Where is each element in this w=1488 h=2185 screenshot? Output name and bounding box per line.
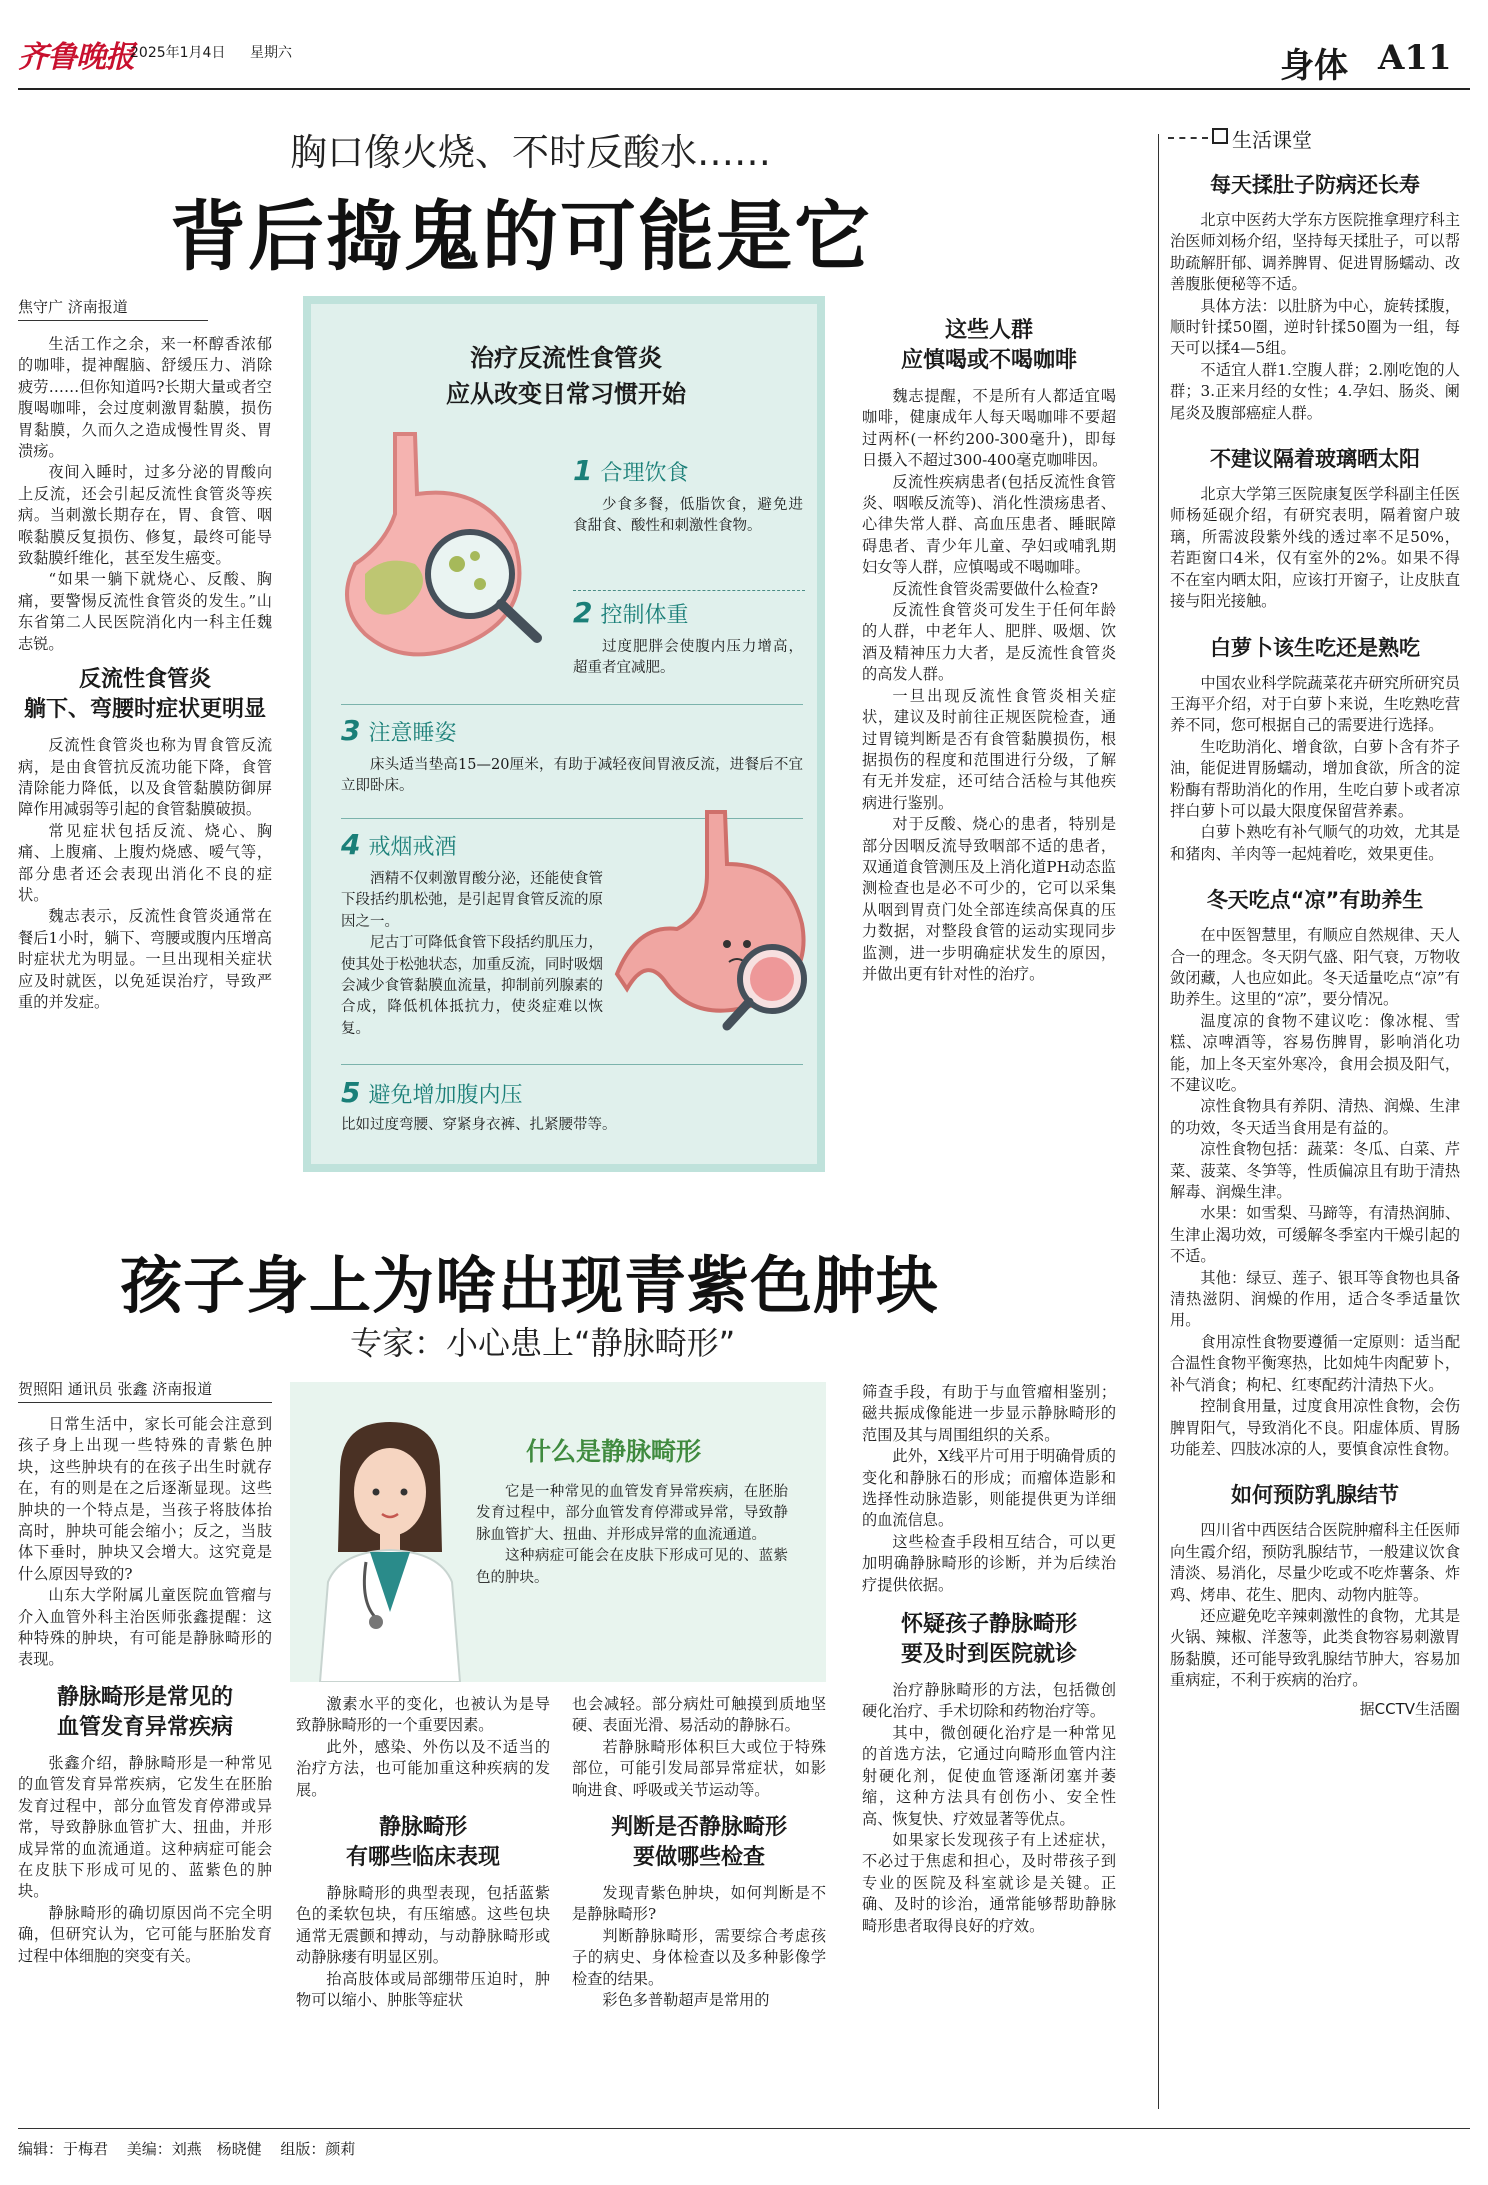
sidebar-section-title: 白萝卜该生吃还是熟吃 (1210, 635, 1420, 660)
sidebar-section-belly (1170, 168, 1460, 424)
paragraph: 不适宜人群1.空腹人群；2.刚吃饱的人群；3.正来月经的女性；4.孕妇、肠炎、阑尾炎及腹部癌症人群。 (1170, 360, 1460, 422)
footer-art: 美编：刘燕 (126, 2140, 202, 2158)
paragraph: 魏志表示，反流性食管炎通常在餐后1小时，躺下、弯腰或腹内压增高时症状尤为明显。一旦出现相关症状应及时就医，以免延误治疗，导致严重的并发症。 (18, 907, 272, 1011)
paragraph: 白萝卜熟吃有补气顺气的功效，尤其是和猪肉、羊肉等一起炖着吃，效果更佳。 (1170, 823, 1460, 863)
paragraph: 彩色多普勒超声是常用的 (602, 1991, 770, 2010)
paragraph: 温度凉的食物不建议吃：像冰棍、雪糕、凉啤酒等，容易伤脾胃，影响消化功能，加上冬天室外寒冷，食用会损及阳气，不建议吃。 (1170, 1011, 1460, 1094)
article2-col2 (296, 1694, 550, 2011)
paragraph: 张鑫介绍，静脉畸形是一种常见的血管发育异常疾病，它发生在胚胎发育过程中，部分血管发育停滞或异常，导致静脉血管扩大、扭曲，并形成异常的血流通道。这种病症可能会在皮肤下形成可见的、蓝紫色的肿块。 (18, 1753, 272, 1901)
stomach-illustration (325, 424, 545, 684)
paragraph: 凉性食物包括：蔬菜：冬瓜、白菜、芹菜、菠菜、冬笋等，性质偏凉且有助于清热解毒、润燥生津。 (1170, 1140, 1460, 1202)
paragraph: 具体方法：以肚脐为中心，旋转揉腹，顺时针揉50圈，逆时针揉50圈为一组，每天可以揉4—5组。 (1170, 296, 1460, 358)
subheading-line: 这些人群 (944, 318, 1033, 343)
tip-item-3 (341, 714, 803, 798)
subheading-line: 要做哪些检查 (632, 1845, 765, 1871)
paragraph: 中国农业科学院蔬菜花卉研究所研究员王海平介绍，对于白萝卜来说，生吃熟吃营养不同，您可根据自己的需要进行选择。 (1170, 673, 1460, 735)
divider (341, 704, 803, 705)
subheading-line: 应慎喝或不喝咖啡 (900, 348, 1077, 373)
tip-number: 4 (341, 828, 361, 861)
paragraph: 水果：如雪梨、马蹄等，有清热润肺、生津止渴功效，可缓解冬季室内干燥引起的不适。 (1170, 1204, 1460, 1266)
article1-byline: 焦守广 济南报道 (18, 296, 208, 321)
footer-layout: 组版：颜莉 (280, 2140, 356, 2158)
paragraph: 其中，微创硬化治疗是一种常见的首选方法，它通过向畸形血管内注射硬化剂，促使血管逐渐闭塞并萎缩，这种方法具有创伤小、安全性高、恢复快、疗效显著等优点。 (862, 1723, 1116, 1828)
subheading-line: 血管发育异常疾病 (56, 1714, 233, 1740)
tip-title: 避免增加腹内压 (368, 1083, 523, 1108)
paragraph: 常见症状包括反流、烧心、胸痛、上腹痛、上腹灼烧感、嗳气等，部分患者还会表现出消化不良的症状。 (18, 821, 272, 904)
sidebar-section-title: 如何预防乳腺结节 (1231, 1483, 1399, 1508)
tip-number: 2 (573, 596, 593, 629)
paragraph: 一旦出现反流性食管炎相关症状，建议及时前往正规医院检查，通过胃镜判断是否有食管黏膜损伤，根据损伤的程度和范围进行分级，了解有无并发症，还可结合活检与其他疾病进行鉴别。 (862, 686, 1116, 812)
paragraph: 日常生活中，家长可能会注意到孩子身上出现一些特殊的青紫色肿块，这些肿块有的在孩子出生时就存在，有的则是在之后逐渐显现。这些肿块的一个特点是，当孩子将肢体抬高时，肿块可能会缩小；反之，当肢体下垂时，肿块又会增大。这究竟是什么原因导致的? (18, 1415, 272, 1583)
paragraph: 此外，感染、外伤以及不适当的治疗方法，也可能加重这种疾病的发展。 (296, 1737, 550, 1799)
tip-item-5 (341, 1076, 803, 1136)
tip-text: 少食多餐，低脂饮食，避免进食甜食、酸性和刺激性食物。 (573, 497, 803, 535)
section-name: 身体 (1280, 46, 1348, 86)
infobox-title (411, 340, 721, 412)
infobox-title-line: 应从改变日常习惯开始 (446, 380, 686, 408)
paragraph: 对于反酸、烧心的患者，特别是部分因咽反流导致咽部不适的患者，双通道食管测压及上消化道PH动态监测检查也是必不可少的，它可以采集从咽到胃贲门处全部连续高保真的压力数据，对整段食管的运动实现同步监测，进一步明确症状发生的原因，并做出更有针对性的治疗。 (862, 815, 1116, 983)
page-number: A11 (1378, 38, 1452, 78)
paragraph: 如果家长发现孩子有上述症状，不必过于焦虑和担心，及时带孩子到专业的医院及科室就诊是关键。正确、及时的诊治，通常能够帮助静脉畸形患者取得良好的疗效。 (862, 1830, 1116, 1935)
subheading (18, 665, 272, 725)
sidebar-section-title: 冬天吃点“凉”有助养生 (1206, 888, 1424, 913)
paragraph: 其他：绿豆、莲子、银耳等食物也具备清热滋阴、润燥的作用，适合冬季适量饮用。 (1170, 1268, 1460, 1330)
paragraph: 这种病症可能会在皮肤下形成可见的、蓝紫色的肿块。 (476, 1548, 788, 1586)
infobox-body (476, 1482, 788, 1589)
paragraph: 此外，X线平片可用于明确骨质的变化和静脉石的形成；而瘤体造影和选择性动脉造影，则能提供更为详细的血流信息。 (862, 1447, 1116, 1530)
subheading (296, 1813, 550, 1873)
paragraph: “如果一躺下就烧心、反酸、胸痛，要警惕反流性食管炎的发生。”山东省第二人民医院消化内一科主任魏志锐。 (18, 570, 272, 653)
sidebar-section-breast (1170, 1478, 1460, 1691)
paragraph: 在中医智慧里，有顺应自然规律、天人合一的理念。冬天阴气盛、阳气衰，万物收敛闭藏，人也应如此。冬天适量吃点“凉”有助养生。这里的“凉”，要分情况。 (1170, 926, 1460, 1009)
stomach-illustration (607, 804, 817, 1034)
infobox-title: 什么是静脉畸形 (526, 1437, 702, 1466)
tip-title: 戒烟戒酒 (368, 835, 457, 860)
subheading-line: 怀疑孩子静脉畸形 (900, 1612, 1077, 1638)
footer-editor: 编辑：于梅君 (18, 2140, 109, 2158)
paragraph: 反流性食管炎需要做什么检查? (892, 579, 1098, 598)
paragraph: 北京中医药大学东方医院推拿理疗科主治医师刘杨介绍，坚持每天揉肚子，可以帮助疏解肝郁、调养脾胃、促进胃肠蠕动、改善腹胀便秘等不适。 (1170, 211, 1460, 294)
sidebar-section-title: 每天揉肚子防病还长寿 (1210, 173, 1420, 197)
sidebar-body (1170, 168, 1460, 1719)
subheading (18, 1683, 272, 1743)
sidebar-section-title: 不建议隔着玻璃晒太阳 (1210, 447, 1420, 472)
sidebar-rule (1158, 134, 1159, 2109)
subheading-line: 静脉畸形 (378, 1815, 467, 1841)
masthead-rule (18, 88, 1470, 90)
issue-weekday: 星期六 (250, 45, 292, 61)
paragraph: 发现青紫色肿块，如何判断是不是静脉畸形? (572, 1884, 826, 1924)
paragraph: 反流性疾病患者(包括反流性食管炎、咽喉反流等)、消化性溃疡患者、心律失常人群、高血压患者、睡眠障碍患者、青少年儿童、孕妇或哺乳期妇女等人群，应慎喝或不喝咖啡。 (862, 472, 1116, 577)
column-icon (1212, 128, 1228, 144)
subheading (862, 1610, 1116, 1670)
paragraph: 夜间入睡时，过多分泌的胃酸向上反流，还会引起反流性食管炎等疾病。当刺激长期存在，胃、食管、咽喉黏膜反复损伤、修复，最终可能导致黏膜纤维化，甚至发生癌变。 (18, 463, 272, 568)
tip-number: 3 (341, 714, 361, 747)
paragraph: 反流性食管炎也称为胃食管反流病，是由食管抗反流功能下降，食管清除能力降低，以及食管黏膜防御屏障作用减弱等引起的食管黏膜破损。 (18, 736, 272, 819)
article2-byline: 贺照阳 通讯员 张鑫 济南报道 (18, 1378, 272, 1403)
article2-subtitle: 专家：小心患上“静脉畸形” (350, 1324, 736, 1362)
paragraph: 它是一种常见的血管发育异常疾病，在胚胎发育过程中，部分血管发育停滞或异常，导致静脉血管扩大、扭曲、并形成异常的血流通道。 (476, 1484, 788, 1543)
sidebar-section-sunbath (1170, 442, 1460, 612)
tip-title: 注意睡姿 (368, 721, 457, 746)
paragraph: 若静脉畸形体积巨大或位于特殊部位，可能引发局部异常症状，如影响进食、呼吸或关节运动等。 (572, 1737, 826, 1799)
doctor-illustration (310, 1412, 470, 1682)
sidebar-source: 据CCTV生活圈 (1359, 1699, 1460, 1718)
paragraph: 魏志提醒，不是所有人都适宜喝咖啡，健康成年人每天喝咖啡不要超过两杯(一杯约200-300毫升)，即每日摄入不超过300-400毫克咖啡因。 (862, 387, 1116, 470)
subheading-line: 反流性食管炎 (78, 667, 211, 693)
paragraph: 治疗静脉畸形的方法，包括微创硬化治疗、手术切除和药物治疗等。 (862, 1681, 1116, 1721)
tip-text: 床头适当垫高15—20厘米，有助于减轻夜间胃液反流，进餐后不宜立即卧床。 (341, 757, 803, 795)
divider (341, 1064, 803, 1065)
sidebar-header (1160, 124, 1470, 154)
paragraph: 生活工作之余，来一杯醇香浓郁的咖啡，提神醒脑、舒缓压力、消除疲劳……但你知道吗?长期大量或者空腹喝咖啡，会过度刺激胃黏膜，损伤胃黏膜，久而久之造成慢性胃炎、胃溃疡。 (18, 335, 272, 461)
paragraph: 抬高肢体或局部绷带压迫时，肿物可以缩小、肿胀等症状 (296, 1969, 550, 2010)
tip-text: 尼古丁可降低食管下段括约肌压力，使其处于松弛状态，加重反流，同时吸烟会减少食管黏膜血流量，抑制前列腺素的合成，降低机体抵抗力，使炎症难以恢复。 (341, 935, 603, 1037)
paragraph: 北京大学第三医院康复医学科副主任医师杨延砚介绍，有研究表明，隔着窗户玻璃，所需波段紫外线的透过率不足50%，若距窗口4米，仅有室外的2%。如果不得不在室内晒太阳，应该打开窗子，让皮肤直接与阳光接触。 (1170, 485, 1460, 611)
tip-heading (573, 596, 803, 629)
paragraph: 筛查手段，有助于与血管瘤相鉴别；磁共振成像能进一步显示静脉畸形的范围及其与周围组织的关系。 (862, 1383, 1116, 1444)
tip-heading (341, 1076, 803, 1109)
paper-logo: 齐鲁晚报 (18, 40, 134, 75)
tip-number: 1 (573, 454, 593, 487)
tip-heading (341, 828, 603, 861)
tip-text: 过度肥胖会使腹内压力增高，超重者宜减肥。 (573, 639, 803, 677)
tip-text: 比如过度弯腰、穿紧身衣裤、扎紧腰带等。 (341, 1117, 617, 1133)
article2-col1 (18, 1414, 272, 1967)
tip-text: 酒精不仅刺激胃酸分泌，还能使食管下段括约肌松弛，是引起胃食管反流的原因之一。 (341, 871, 603, 930)
venous-malformation-infobox (290, 1382, 826, 1682)
tip-item-2 (573, 596, 803, 680)
divider (573, 590, 805, 591)
article1-col3 (862, 316, 1116, 985)
subheading-line: 躺下、弯腰时症状更明显 (23, 697, 266, 723)
paragraph: 凉性食物具有养阴、清热、润燥、生津的功效，冬天适当食用是有益的。 (1170, 1097, 1460, 1137)
sidebar-section-cool-food (1170, 883, 1460, 1460)
subheading-line: 要及时到医院就诊 (900, 1642, 1077, 1668)
footer-rule (18, 2128, 1470, 2129)
issue-date: 2025年1月4日 (130, 45, 226, 61)
article2-title: 孩子身上为啥出现青紫色肿块 (120, 1249, 940, 1322)
paragraph: 也会减轻。部分病灶可触摸到质地坚硬、表面光滑、易活动的静脉石。 (572, 1695, 826, 1735)
paragraph: 还应避免吃辛辣刺激性的食物，尤其是火锅、辣椒、洋葱等，此类食物容易刺激胃肠黏膜，还可能导致乳腺结节肿大，容易加重病症，不利于疾病的治疗。 (1170, 1606, 1460, 1690)
footer-proof: 杨晓健 (216, 2140, 262, 2158)
subheading (862, 316, 1116, 376)
paragraph: 生吃助消化、增食欲，白萝卜含有芥子油，能促进胃肠蠕动，增加食欲，所含的淀粉酶有帮助消化的作用，生吃白萝卜或者凉拌白萝卜可以最大限度保留营养素。 (1170, 737, 1460, 820)
dashed-line (1168, 137, 1208, 139)
paragraph: 反流性食管炎可发生于任何年龄的人群，中老年人、肥胖、吸烟、饮酒及精神压力大者，是反流性食管炎的高发人群。 (862, 601, 1116, 684)
subheading-line: 有哪些临床表现 (345, 1845, 500, 1871)
tip-title: 合理饮食 (600, 461, 689, 486)
tip-heading (573, 454, 803, 487)
paragraph: 判断静脉畸形，需要综合考虑孩子的病史、身体检查以及多种影像学检查的结果。 (572, 1926, 826, 1988)
article1-title: 背后捣鬼的可能是它 (170, 192, 872, 281)
column-name: 生活课堂 (1232, 128, 1312, 152)
tip-item-1 (573, 454, 803, 538)
paragraph: 静脉畸形的典型表现，包括蓝紫色的柔软包块，有压缩感。这些包块通常无震颤和搏动，与动静脉畸形或动静脉瘘有明显区别。 (296, 1884, 550, 1967)
masthead (18, 30, 1470, 86)
paragraph: 静脉畸形的确切原因尚不完全明确，但研究认为，它可能与胚胎发育过程中体细胞的突变有关。 (18, 1903, 272, 1965)
paragraph: 山东大学附属儿童医院血管瘤与介入血管外科主治医师张鑫提醒：这种特殊的肿块，有可能是静脉畸形的表现。 (18, 1586, 272, 1669)
subheading-line: 静脉畸形是常见的 (56, 1684, 233, 1710)
article2-col3 (572, 1694, 826, 2011)
paragraph: 这些检查手段相互结合，可以更加明确静脉畸形的诊断，并为后续治疗提供依据。 (862, 1532, 1116, 1594)
tip-number: 5 (341, 1076, 361, 1109)
article2-col4 (862, 1382, 1116, 1937)
reflux-tips-infobox (303, 296, 825, 1172)
paragraph: 食用凉性食物要遵循一定原则：适当配合温性食物平衡寒热，比如炖牛肉配萝卜，补气消食；枸杞、红枣配药汁清热下火。 (1170, 1332, 1460, 1394)
article1-col1 (18, 334, 272, 1013)
article1-kicker: 胸口像火烧、不时反酸水…… (290, 131, 771, 174)
tip-heading (341, 714, 803, 747)
sidebar-section-radish (1170, 631, 1460, 866)
infobox-title-line: 治疗反流性食管炎 (470, 344, 662, 372)
subheading (572, 1813, 826, 1873)
subheading-line: 判断是否静脉畸形 (610, 1815, 787, 1841)
footer-credits (18, 2138, 355, 2159)
paragraph: 四川省中西医结合医院肿瘤科主任医师向生霞介绍，预防乳腺结节，一般建议饮食清淡、易消化，尽量少吃或不吃炸薯条、炸鸡、烤串、花生、肥肉、动物内脏等。 (1170, 1521, 1460, 1604)
tip-item-4 (341, 828, 603, 1040)
paragraph: 激素水平的变化，也被认为是导致静脉畸形的一个重要因素。 (296, 1695, 550, 1735)
paragraph: 控制食用量，过度食用凉性食物，会伤脾胃阳气，导致消化不良。阳虚体质、胃肠功能差、四肢冰凉的人，要慎食凉性食物。 (1170, 1397, 1460, 1458)
tip-title: 控制体重 (600, 603, 689, 628)
